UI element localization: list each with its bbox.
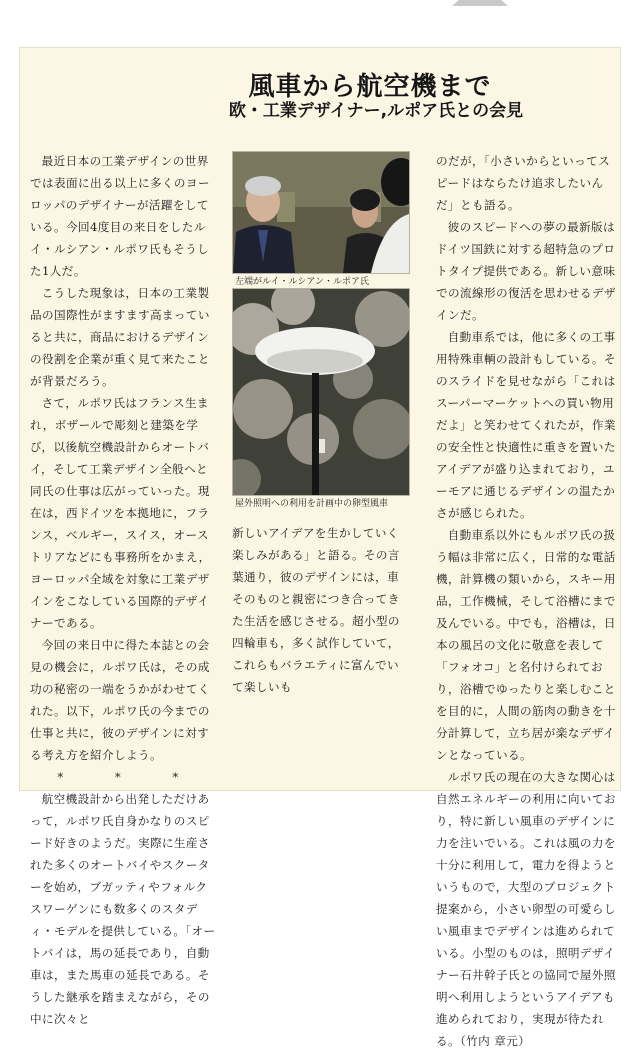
paragraph: ルポワ氏の現在の大きな関心は自然エネルギーの利用に向いており，特に新しい風車のデザインに力を注いでいる。これは風の力を十分に利用して，電力を得ようというもので，大型のプロジェクト提案から，小さい卵型の可愛らしい風車までデザインは進められている。小型のものは，照明デザイナー石井幹子氏との協同で屋外照明へ利用しようというアイデアも進められており，実現が待たれる。（竹内 章元） bbox=[436, 770, 616, 1048]
article-headline: 風車から航空機まで bbox=[248, 72, 492, 102]
paragraph: 自動車系では，他に多くの工事用特殊車輌の設計もしている。そのスライドを見せながら「これはスーパーマーケットへの買い物用だよ」と笑わせてくれたが，作業の安全性と快適性に重きを置いたアイデアが盛り込まれており，ユーモアに通じるデザインの温たかさが感じられた。 bbox=[436, 330, 616, 520]
section-separator: * * * bbox=[57, 770, 203, 784]
paragraph: 最近日本の工業デザインの世界では表面に出る以上に多くのヨーロッパのデザイナーが活躍をしている。今回4度目の来日をしたルイ・ルシアン・ルポワ氏もそうした1人だ。 bbox=[30, 154, 210, 278]
paragraph: 今回の来日中に得た本誌との会見の機会に，ルポワ氏は，その成功の秘密の一端をうかがわせてくれた。以下，ルポワ氏の今までの仕事と共に，彼のデザインに対する考え方を紹介しよう。 bbox=[30, 638, 210, 762]
paragraph: さて，ルポワ氏はフランス生まれ，ボザールで彫刻と建築を学び，以後航空機設計からオートバイ，そして工業デザイン全般へと同氏の仕事は広がっていった。現在は，西ドイツを本拠地に，フランス，ベルギー，スイス，オーストリアなどにも事務所をかまえ，ヨーロッパ全域を対象に工業デザインをこなしている国際的デザイナーである。 bbox=[30, 396, 211, 630]
paragraph: 新しいアイデアを生かしていく楽しみがある」と語る。その言葉通り，彼のデザインには，車そのものと親密につき合ってきた生活を感じさせる。超小型の四輪車も，多く試作していて，これらもバラエティに富んでいて楽しいも bbox=[232, 526, 400, 694]
paragraph: 彼のスピードへの夢の最新版はドイツ国鉄に対する超特急のプロトタイプ提供である。新しい意味での流線形の復活を思わせるデザインだ。 bbox=[436, 220, 616, 322]
windmill-photo bbox=[232, 288, 410, 496]
article-subheadline: 欧・工業デザイナー,ルポア氏との会見 bbox=[228, 101, 524, 121]
text-column-1 bbox=[30, 150, 218, 1030]
text-column-2 bbox=[232, 522, 408, 698]
text-column-3 bbox=[436, 150, 618, 1052]
paragraph: こうした現象は，日本の工業製品の国際性がますます高まっていると共に，商品におけるデザインの役割を企業が重く見て来たことが背景だろう。 bbox=[30, 286, 210, 388]
page-edge-tab bbox=[452, 0, 508, 6]
windmill-photo-caption: 屋外照明への利用を計画中の卵型風車 bbox=[235, 499, 389, 509]
paragraph: 航空機設計から出発しただけあって，ルポワ氏自身かなりのスピード好きのようだ。実際に生産された多くのオートバイやスクーターを始め，ブガッティやフォルクスワーゲンにも数多くのスタディ・モデルを提供している。「オートバイは，馬の延長であり，自動車は，また馬車の延長である。そうした継承を踏まえながら，その中に次々と bbox=[30, 792, 216, 1026]
paragraph: のだが，「小さいからといってスピードはならたけ追求したいんだ」とも語る。 bbox=[436, 154, 611, 212]
interview-photo bbox=[232, 151, 410, 274]
interview-photo-caption: 左端がルイ・ルシアン・ルポア氏 bbox=[235, 277, 369, 287]
paragraph: 自動車系以外にもルポワ氏の扱う幅は非常に広く，日常的な電話機，計算機の類いから，スキー用品，工作機械，そして浴槽にまで及んでいる。中でも，浴槽は，日本の風呂の文化に敬意を表して「フォオコ」と名付けられており，浴槽でゆったりと楽しむことを目的に，人間の筋肉の動きを十分計算して，立ち居が楽なデザインとなっている。 bbox=[436, 528, 616, 762]
